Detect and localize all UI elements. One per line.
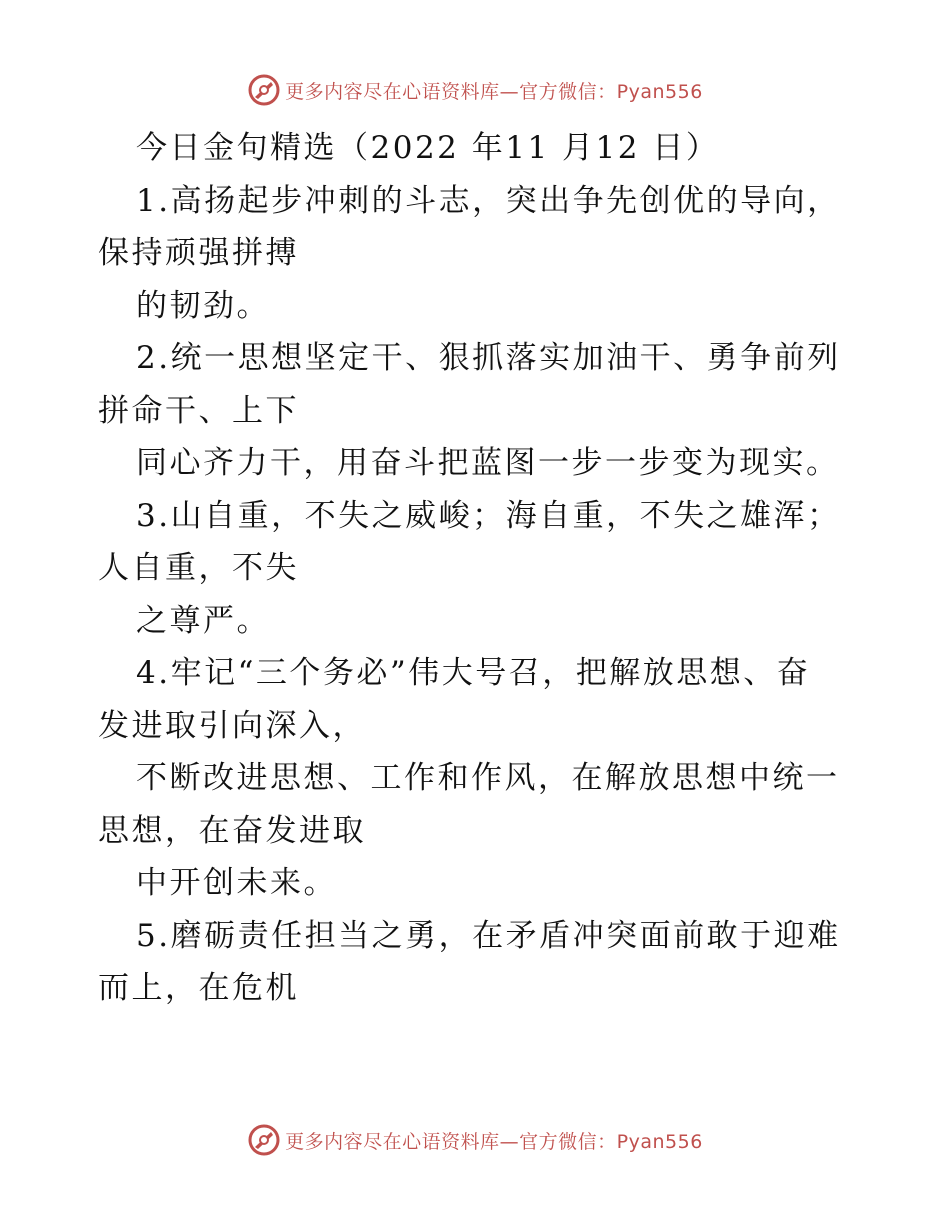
quill-logo-icon — [247, 1123, 281, 1157]
text-line: 2.统一思想坚定干、狠抓落实加油干、勇争前列 — [136, 340, 841, 376]
text-line: 3.山自重，不失之威峻；海自重，不失之雄浑； — [136, 497, 841, 534]
text-line: 之尊严。 — [136, 602, 270, 639]
text-line: 5.磨砺责任担当之勇，在矛盾冲突面前敢于迎难 — [136, 917, 841, 954]
header-watermark-banner — [0, 70, 950, 110]
text-line: 不断改进思想、工作和作风，在解放思想中统一 — [136, 760, 840, 796]
watermark-text: 更多内容尽在心语资料库—官方微信：Pyan556 — [285, 1130, 703, 1153]
text-line: 而上，在危机 — [98, 970, 299, 1006]
watermark-text: 更多内容尽在心语资料库—官方微信：Pyan556 — [285, 80, 703, 103]
text-line: 思想，在奋发进取 — [98, 812, 366, 849]
text-line: 4.牢记“三个务必”伟大号召，把解放思想、奋 — [136, 655, 811, 691]
footer-watermark-banner — [0, 1120, 950, 1160]
quill-logo-icon — [247, 73, 281, 107]
text-line: 中开创未来。 — [136, 865, 337, 901]
document-body — [98, 122, 858, 1015]
text-line: 保持顽强拼搏 — [98, 235, 299, 271]
text-line: 的韧劲。 — [136, 287, 270, 324]
text-line: 同心齐力干，用奋斗把蓝图一步一步变为现实。 — [136, 445, 840, 481]
text-line: 发进取引向深入， — [98, 707, 366, 744]
text-line: 人自重，不失 — [98, 550, 299, 586]
text-line: 拼命干、上下 — [98, 392, 299, 429]
text-line: 今日金句精选（2022 年11 月12 日） — [136, 130, 720, 166]
text-line: 1.高扬起步冲刺的斗志，突出争先创优的导向， — [136, 182, 841, 219]
